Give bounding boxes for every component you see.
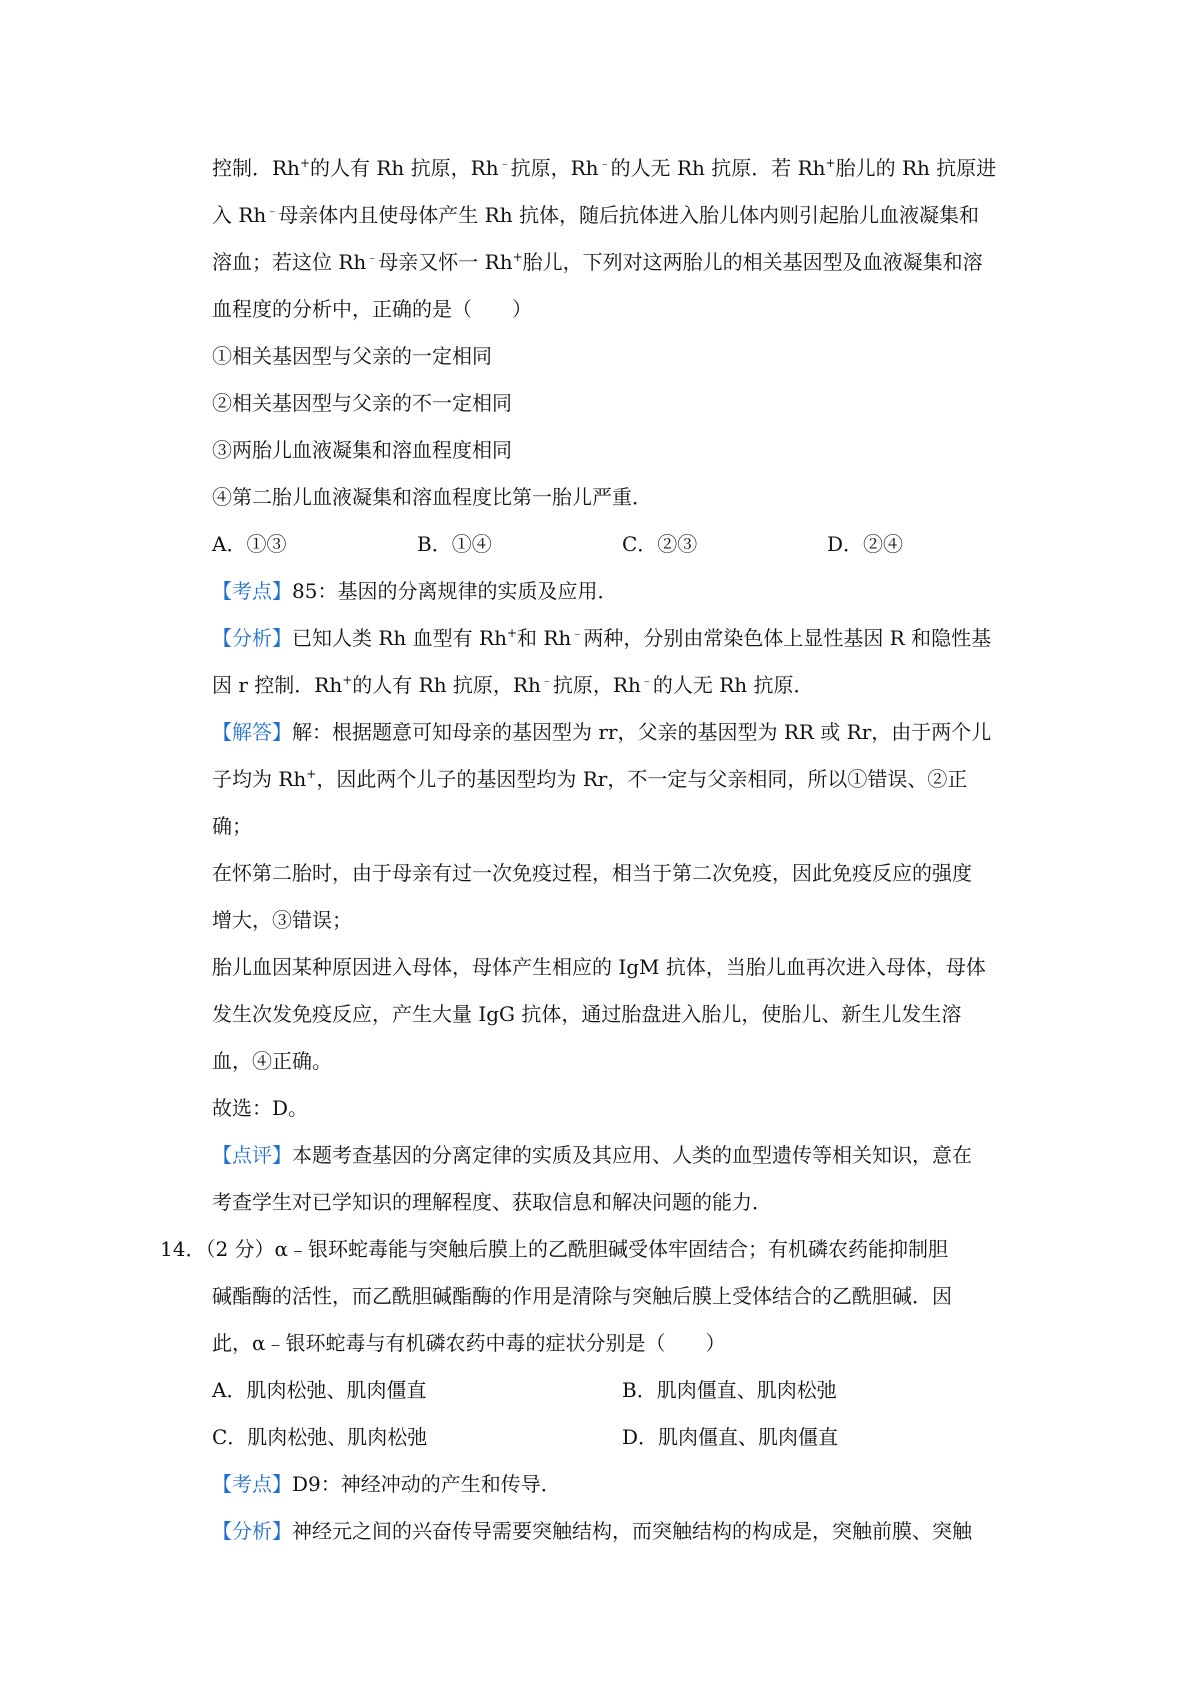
q13-jieda-line-2 [212, 756, 1032, 803]
q13-jieda-line-1 [212, 709, 1032, 756]
text-run: 胎儿的 Rh 抗原进 [835, 156, 997, 180]
q13-fenxi-line-1 [212, 615, 1032, 662]
superscript: + [299, 156, 311, 170]
option-a[interactable]: A．肌肉松弛、肌肉僵直 [212, 1378, 427, 1402]
superscript: ﹣ [571, 626, 584, 640]
q13-kaodian [212, 568, 1032, 615]
text-run: 母亲体内且使母体产生 Rh 抗体，随后抗体进入胎儿体内则引起胎儿血液凝集和 [278, 203, 979, 227]
superscript: + [825, 156, 836, 170]
jieda-tag: 【解答】 [212, 720, 292, 744]
text-run: 和 Rh [517, 626, 572, 650]
fenxi-tag: 【分析】 [212, 1519, 292, 1543]
superscript: ﹣ [640, 673, 653, 687]
text-run: 神经元之间的兴奋传导需要突触结构，而突触结构的构成是，突触前膜、突触 [292, 1519, 972, 1543]
text-run: 的人有 Rh 抗原，Rh [352, 673, 541, 697]
kaodian-text: D9：神经冲动的产生和传导． [292, 1472, 561, 1496]
text-run: 两种，分别由常染色体上显性基因 R 和隐性基 [583, 626, 992, 650]
q13-jieda-line-3: 确； [212, 814, 252, 838]
q13-jieda-line-7: 发生次发免疫反应，产生大量 IgG 抗体，通过胎盘进入胎儿，使胎儿、新生儿发生溶 [212, 1002, 962, 1026]
q13-jieda-line-5: 增大，③错误； [212, 908, 352, 932]
superscript: ﹣ [366, 250, 379, 264]
superscript: + [506, 626, 518, 640]
superscript: ﹣ [540, 673, 553, 687]
q13-jieda-line-6: 胎儿血因某种原因进入母体，母体产生相应的 IgM 抗体，当胎儿血再次进入母体，母体 [212, 955, 986, 979]
question-14-stem-line-1: 14．（2 分）α﹣银环蛇毒能与突触后膜上的乙酰胆碱受体牢固结合；有机磷农药能抑制胆 [160, 1237, 949, 1261]
q13-dianping-line-1 [212, 1132, 1032, 1179]
question-13-stem-line-4: 血程度的分析中，正确的是（ ） [212, 297, 532, 321]
statement-2: ②相关基因型与父亲的不一定相同 [212, 391, 512, 415]
text-run: 的人有 Rh 抗原，Rh [310, 156, 499, 180]
text-run: 因 r 控制．Rh [212, 673, 343, 697]
option-b[interactable]: B．肌肉僵直、肌肉松弛 [622, 1378, 837, 1402]
q13-jieda-line-4: 在怀第二胎时，由于母亲有过一次免疫过程，相当于第二次免疫，因此免疫反应的强度 [212, 861, 972, 885]
text-run: 抗原，Rh [510, 156, 599, 180]
question-13-stem-line-1 [212, 145, 1032, 192]
statement-3: ③两胎儿血液凝集和溶血程度相同 [212, 438, 512, 462]
q13-answer: 故选：D。 [212, 1096, 309, 1120]
question-13-options [212, 521, 1032, 568]
page-content [160, 145, 1032, 1555]
question-14-options-row-1 [212, 1367, 1032, 1414]
text-run: 解：根据题意可知母亲的基因型为 rr，父亲的基因型为 RR 或 Rr，由于两个儿 [292, 720, 992, 744]
question-14-stem-line-2: 碱酯酶的活性，而乙酰胆碱酯酶的作用是清除与突触后膜上受体结合的乙酰胆碱．因 [212, 1284, 952, 1308]
option-c[interactable]: C．②③ [622, 532, 698, 556]
question-13-stem-line-3 [212, 239, 1032, 286]
q13-dianping-line-2: 考查学生对已学知识的理解程度、获取信息和解决问题的能力． [212, 1190, 772, 1214]
option-a[interactable]: A．①③ [212, 532, 287, 556]
text-run: 抗原，Rh [552, 673, 641, 697]
statement-4: ④第二胎儿血液凝集和溶血程度比第一胎儿严重． [212, 485, 652, 509]
q14-fenxi-line-1 [212, 1508, 1032, 1555]
text-run: 的人无 Rh 抗原．若 Rh [610, 156, 826, 180]
kaodian-text: 85：基因的分离规律的实质及应用． [292, 579, 618, 603]
text-run: 控制．Rh [212, 156, 300, 180]
text-run: 的人无 Rh 抗原． [652, 673, 814, 697]
text-run: ，因此两个儿子的基因型均为 Rr，不一定与父亲相同，所以①错误、②正 [316, 767, 968, 791]
q13-fenxi-line-2 [212, 662, 1032, 709]
text-run: 母亲又怀一 Rh [378, 250, 513, 274]
superscript: ﹣ [266, 203, 279, 217]
superscript: ﹣ [498, 156, 511, 170]
kaodian-tag: 【考点】 [212, 1472, 292, 1496]
superscript: + [342, 673, 353, 687]
text-run: 本题考查基因的分离定律的实质及其应用、人类的血型遗传等相关知识，意在 [292, 1143, 972, 1167]
q14-kaodian [212, 1461, 1032, 1508]
statement-1: ①相关基因型与父亲的一定相同 [212, 344, 492, 368]
question-14-options-row-2 [212, 1414, 1032, 1461]
kaodian-tag: 【考点】 [212, 579, 292, 603]
superscript: + [306, 767, 317, 781]
text-run: 溶血；若这位 Rh [212, 250, 367, 274]
question-14-stem-line-3: 此，α﹣银环蛇毒与有机磷农药中毒的症状分别是（ ） [212, 1331, 726, 1355]
option-d[interactable]: D．②④ [827, 532, 904, 556]
option-b[interactable]: B．①④ [417, 532, 492, 556]
dianping-tag: 【点评】 [212, 1143, 292, 1167]
fenxi-tag: 【分析】 [212, 626, 292, 650]
option-c[interactable]: C．肌肉松弛、肌肉松弛 [212, 1425, 428, 1449]
text-run: 子均为 Rh [212, 767, 307, 791]
superscript: + [512, 250, 523, 264]
superscript: ﹣ [598, 156, 611, 170]
text-run: 已知人类 Rh 血型有 Rh [292, 626, 507, 650]
option-d[interactable]: D．肌肉僵直、肌肉僵直 [622, 1425, 839, 1449]
q13-jieda-line-8: 血，④正确。 [212, 1049, 332, 1073]
question-13-stem-line-2 [212, 192, 1032, 239]
text-run: 胎儿，下列对这两胎儿的相关基因型及血液凝集和溶 [522, 250, 983, 274]
text-run: 入 Rh [212, 203, 267, 227]
